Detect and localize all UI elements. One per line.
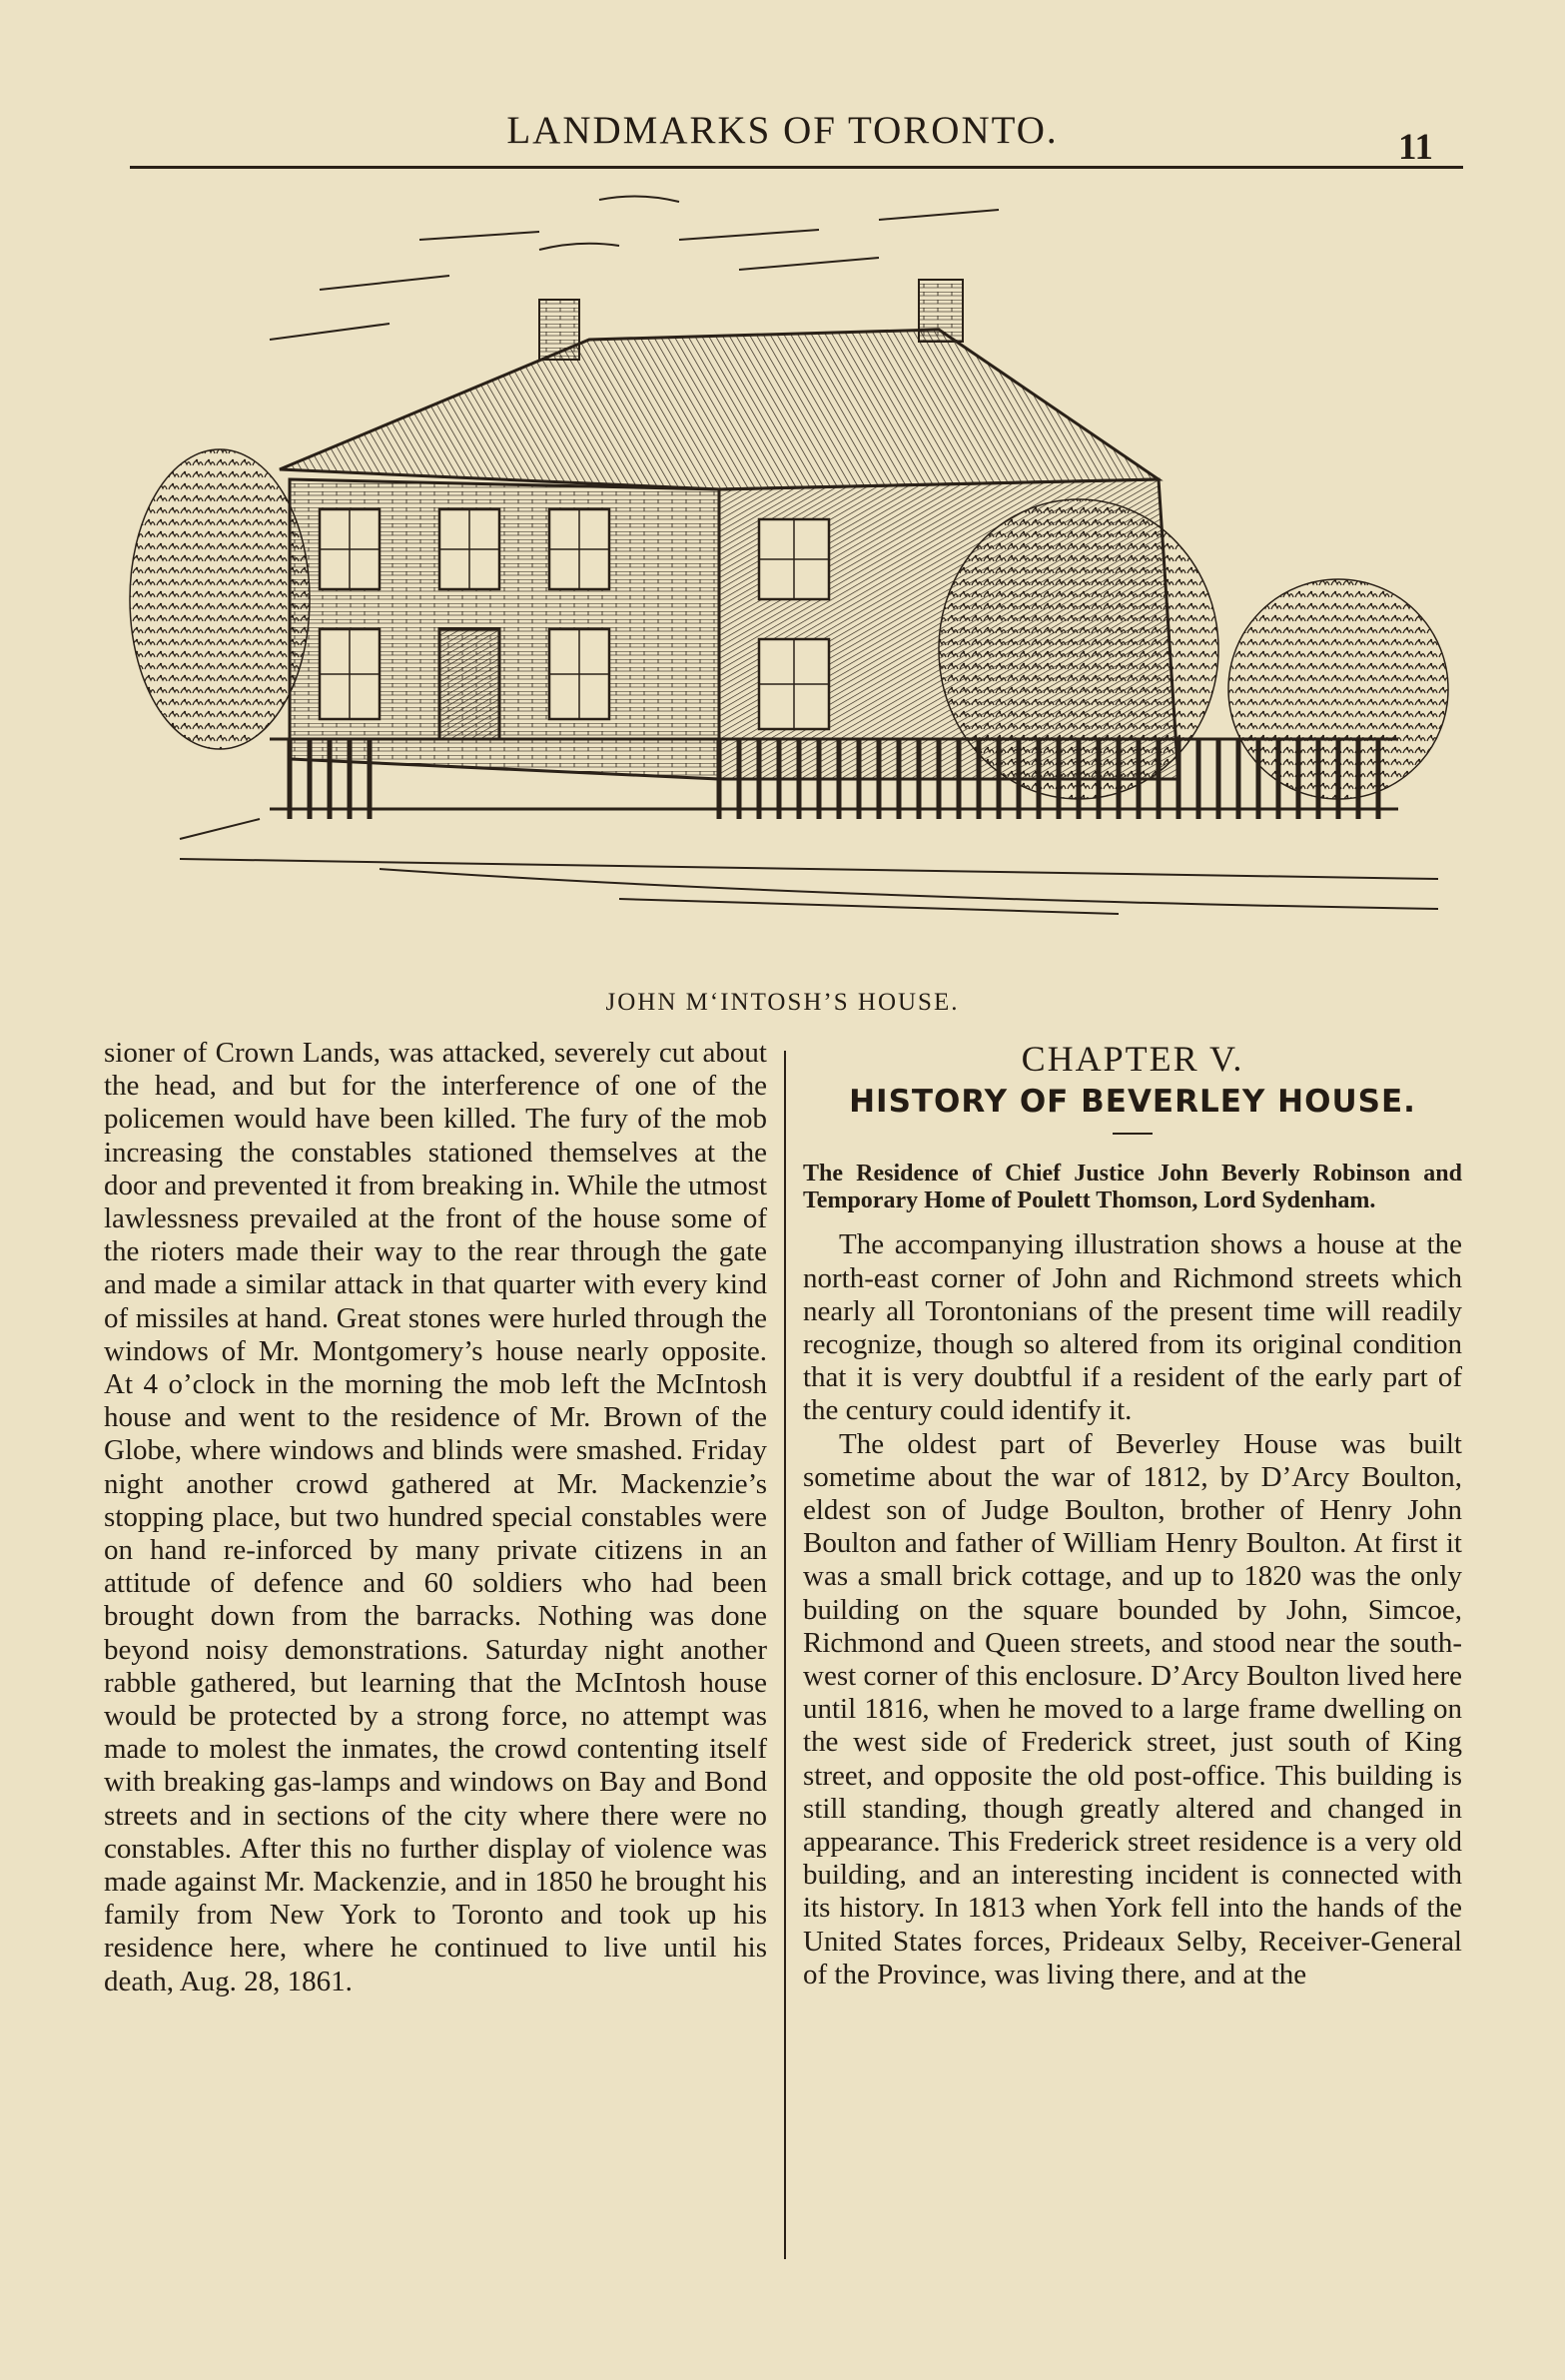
column-divider	[784, 1051, 786, 2259]
chapter-number: CHAPTER V.	[1021, 1039, 1244, 1079]
illustration-caption: JOHN M‘INTOSH’S HOUSE.	[605, 989, 960, 1016]
chapter-subtitle: The Residence of Chief Justice John Beverly Robinson and Temporary Home of Poulett Thomson, Lord Sydenham.	[803, 1161, 1462, 1214]
right-column	[803, 1037, 1462, 1991]
paragraph-1: The accompanying illustration shows a house at the north-east corner of John and Richmond streets which nearly all Torontonians of the present time will readily recognize, though so altered from its original condition that it is very doubtful if a resident of the early part of the century could identify it.	[803, 1228, 1462, 1427]
header-rule	[130, 166, 1463, 169]
left-column	[104, 1037, 767, 1998]
page-number: 11	[1398, 127, 1433, 168]
left-column-text: sioner of Crown Lands, was attacked, severely cut about the head, and but for the interference of one of the policemen would have been killed. The fury of the mob increasing the constables stationed themselves at the door and prevented it from breaking in. While the utmost lawlessness prevailed at the front of the house some of the rioters made their way to the rear through the gate and made a similar attack in that quarter with every kind of missiles at hand. Great stones were hurled through the windows of Mr. Montgomery’s house nearly opposite. At 4 o’clock in the morning the mob left the McIntosh house and went to the residence of Mr. Brown of the Globe, where windows and blinds were smashed. Friday night another crowd gathered at Mr. Mackenzie’s stopping place, but two hundred special constables were on hand re-inforced by many private citizens in an attitude of defence and 60 soldiers who had been brought down from the barracks. Nothing was done beyond noisy demonstrations. Saturday night another rabble gathered, but learning that the McIntosh house would be protected by a strong force, no attempt was made to molest the inmates, the crowd contenting itself with breaking gas-lamps and windows on Bay and Bond streets and in sections of the city where there were no constables. After this no further display of violence was made against Mr. Mackenzie, and in 1850 he brought his family from New York to Toronto and took up his residence here, where he continued to live until his death, Aug. 28, 1861.	[104, 1037, 767, 1997]
chapter-title: HISTORY OF BEVERLEY HOUSE.	[849, 1084, 1416, 1121]
paragraph-2: The oldest part of Beverley House was built sometime about the war of 1812, by D’Arcy Boulton, eldest son of Judge Boulton, brother of Henry John Boulton and father of William Henry Boulton. At first it was a small brick cottage, and up to 1820 was the only building on the square bounded by John, Simcoe, Richmond and Queen streets, and stood near the south-west corner of this enclosure. D’Arcy Boulton lived here until 1816, when he moved to a large frame dwelling on the west side of Frederick street, just south of King street, and opposite the old post-office. This building is still standing, though greatly altered and changed in appearance. This Frederick street residence is a very old building, and an interesting incident is connected with its history. In 1813 when York fell into the hands of the United States forces, Prideaux Selby, Receiver-General of the Province, was living there, and at the	[803, 1427, 1462, 1990]
chapter-dash	[1113, 1133, 1153, 1135]
running-header-title: LANDMARKS OF TORONTO.	[506, 109, 1059, 152]
house-engraving	[120, 180, 1458, 979]
